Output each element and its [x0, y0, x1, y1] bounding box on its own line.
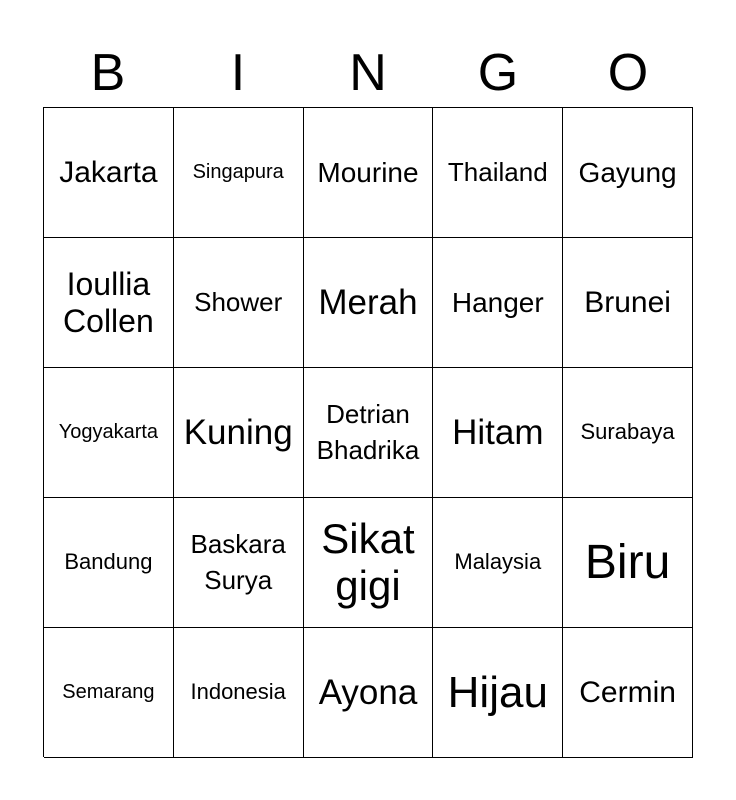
cell-text: Jakarta: [59, 155, 158, 189]
cell-text: Hitam: [452, 412, 544, 452]
cell-text: Biru: [584, 535, 671, 589]
cell-text: Baskara Surya: [190, 529, 286, 595]
bingo-cell[interactable]: [433, 238, 563, 368]
header-letter-b: B: [90, 44, 126, 102]
bingo-cell[interactable]: [433, 368, 563, 498]
cell-text: Semarang: [62, 681, 155, 704]
header-letter-n: N: [349, 44, 387, 102]
bingo-cell[interactable]: [304, 108, 434, 238]
cell-text: Detrian Bhadrika: [316, 399, 420, 465]
bingo-cell[interactable]: [44, 368, 174, 498]
bingo-cell[interactable]: [433, 108, 563, 238]
bingo-board: [43, 107, 693, 757]
bingo-header: [43, 40, 693, 106]
bingo-cell[interactable]: [304, 368, 434, 498]
cell-text: Kuning: [183, 412, 293, 452]
cell-text: Malaysia: [454, 549, 542, 575]
bingo-cell[interactable]: [174, 238, 304, 368]
bingo-cell[interactable]: [563, 368, 693, 498]
cell-text: Surabaya: [580, 419, 675, 445]
bingo-cell[interactable]: [44, 238, 174, 368]
board-row: [44, 108, 693, 238]
bingo-cell[interactable]: [563, 628, 693, 758]
board-row: [44, 238, 693, 368]
bingo-cell[interactable]: [174, 368, 304, 498]
header-letter-i: I: [230, 44, 246, 102]
cell-text: Merah: [318, 282, 418, 322]
header-letter-g: G: [477, 44, 519, 102]
bingo-cell[interactable]: [304, 628, 434, 758]
bingo-cell[interactable]: [174, 628, 304, 758]
cell-text: Cermin: [579, 675, 676, 709]
cell-text: Hanger: [451, 286, 544, 318]
bingo-cell[interactable]: [563, 498, 693, 628]
bingo-cell[interactable]: [433, 628, 563, 758]
bingo-cell[interactable]: [44, 498, 174, 628]
cell-text: Yogyakarta: [58, 421, 159, 444]
bingo-cell[interactable]: [304, 238, 434, 368]
cell-text: Mourine: [317, 156, 419, 188]
bingo-cell[interactable]: [304, 498, 434, 628]
board-row: [44, 628, 693, 758]
bingo-cell[interactable]: [174, 498, 304, 628]
cell-text: Brunei: [584, 285, 671, 319]
cell-text: Ioullia Collen: [63, 265, 154, 339]
cell-text: Bandung: [64, 549, 153, 575]
board-row: [44, 498, 693, 628]
bingo-cell[interactable]: [44, 108, 174, 238]
bingo-cell[interactable]: [563, 238, 693, 368]
bingo-cell[interactable]: [563, 108, 693, 238]
cell-text: Ayona: [318, 672, 418, 712]
bingo-cell[interactable]: [44, 628, 174, 758]
cell-text: Hijau: [447, 667, 548, 717]
cell-text: Gayung: [578, 156, 677, 188]
cell-text: Shower: [194, 286, 283, 317]
cell-text: Singapura: [192, 161, 284, 184]
cell-text: Indonesia: [190, 679, 286, 705]
board-row: [44, 368, 693, 498]
header-letter-o: O: [607, 44, 649, 102]
bingo-cell[interactable]: [433, 498, 563, 628]
bingo-cell[interactable]: [174, 108, 304, 238]
cell-text: Thailand: [447, 156, 548, 187]
cell-text: Sikat gigi: [321, 515, 415, 609]
